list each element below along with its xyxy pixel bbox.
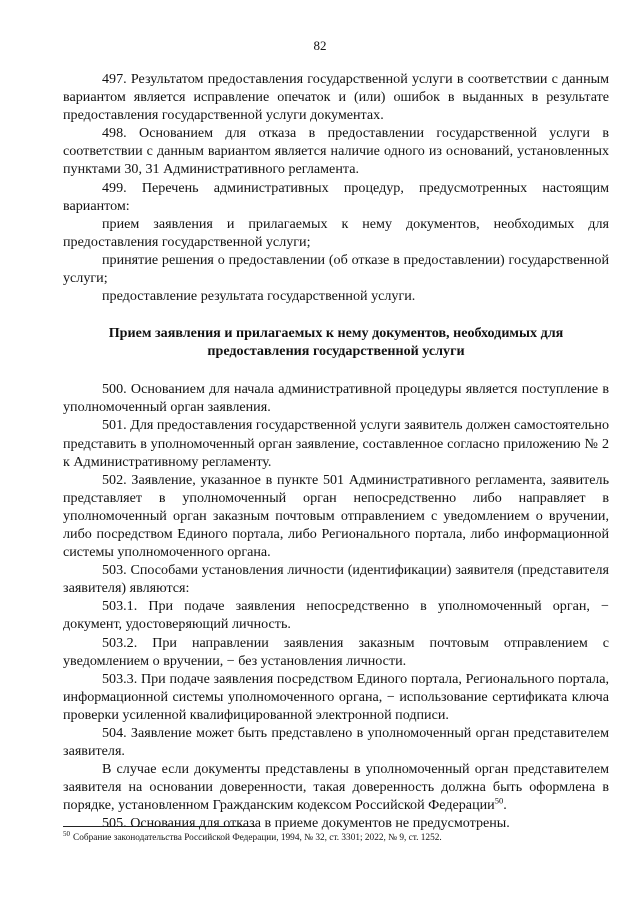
page-number: 82 (313, 38, 327, 53)
footnote-text: Собрание законодательства Российской Федерации, 1994, № 32, ст. 3301; 2022, № 9, ст. 1252. (73, 833, 442, 843)
paragraph-504: 504. Заявление может быть представлено в уполномоченный орган представителем заявителя. (63, 725, 609, 760)
procedure-list-item: принятие решения о предоставлении (об отказе в предоставлении) государственной услуги; (63, 251, 609, 287)
paragraph-497: 497. Результатом предоставления государственной услуги в соответствии с данным вариантом является исправление опечаток и (или) ошибок в выданных в результате предоставления государственной услуги документах. (63, 71, 609, 124)
paragraph-503-1: 503.1. При подаче заявления непосредственно в уполномоченный орган, − документ, удостоверяющий личность. (63, 598, 609, 633)
paragraph-498: 498. Основанием для отказа в предоставлении государственной услуги в соответствии с данным вариантом является наличие одного из оснований, установленных пунктами 30, 31 Административного регламента. (63, 125, 609, 178)
paragraph-501: 501. Для предоставления государственной услуги заявитель должен самостоятельно представить в уполномоченный орган заявление, составленное согласно приложению № 2 к Административному регламенту. (63, 417, 609, 470)
paragraph-499: 499. Перечень административных процедур, предусмотренных настоящим вариантом: (63, 179, 609, 214)
paragraph-502: 502. Заявление, указанное в пункте 501 Административного регламента, заявитель представляет в уполномоченный орган непосредственно либо направляет в уполномоченный орган заказным почтовым отправлением с уведомлением о вручении, либо посредством Единого портала, либо Регионального портала, либо информационной системы уполномоченного органа. (63, 471, 609, 561)
paragraph-504-continuation-end: . (503, 797, 507, 814)
paragraph-504-continuation-text: В случае если документы представлены в уполномоченный орган представителем заявителя на основании доверенности, такая доверенность должна быть оформлена в порядке, установленном Гражданским кодексом Российской Федерации (63, 761, 609, 814)
section-heading: Прием заявления и прилагаемых к нему документов, необходимых для предоставления государственной услуги (108, 325, 564, 360)
paragraph-503-2: 503.2. При направлении заявления заказным почтовым отправлением с уведомлением о вручении, − без установления личности. (63, 634, 609, 669)
footnote (63, 829, 609, 844)
paragraph-505: 505. Основания для отказа в приеме документов не предусмотрены. (102, 815, 510, 832)
paragraph-504-continuation (63, 760, 609, 814)
footnote-mark: 50 (63, 829, 70, 838)
body-text (63, 70, 609, 833)
footnote-reference[interactable]: 50 (494, 795, 504, 806)
procedure-list-item: прием заявления и прилагаемых к нему документов, необходимых для предоставления государственной услуги; (63, 215, 609, 250)
paragraph-503-3: 503.3. При подаче заявления посредством Единого портала, Регионального портала, информационной системы уполномоченного органа, − использование сертификата ключа проверки усиленной квалифицированной электронной подписи. (63, 670, 609, 723)
footnote-divider (63, 826, 255, 827)
procedure-list-item: предоставление результата государственной услуги. (102, 288, 416, 305)
paragraph-503: 503. Способами установления личности (идентификации) заявителя (представителя заявителя) являются: (63, 562, 609, 597)
paragraph-500: 500. Основанием для начала административной процедуры является поступление в уполномоченный орган заявления. (63, 381, 609, 416)
